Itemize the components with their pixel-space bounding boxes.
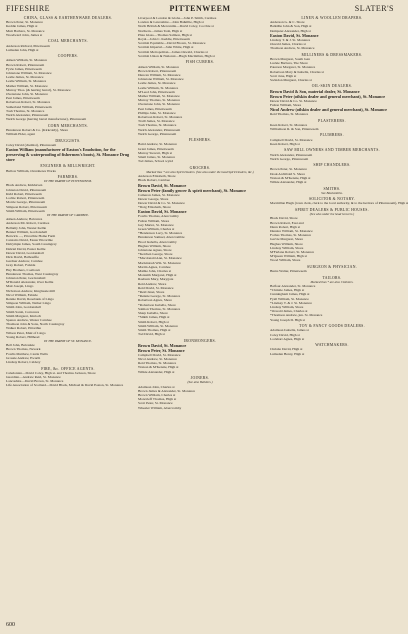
listing-entry: Smith Thomas, High st <box>138 327 171 332</box>
section-note: Marked thus * are also Clothiers. <box>310 279 354 284</box>
listing-entry: Murray Thomas, St. Monance <box>138 98 181 103</box>
listing-entry: Bell John, Balcaskie <box>6 343 35 348</box>
listing-entry: Mather William, St. Monance <box>138 93 180 98</box>
listing-entry: *Rennie George, St. Monance <box>138 294 181 299</box>
listing-entry: Fyvie James, Pittenweem <box>6 66 42 71</box>
listing-entry: Mather William, St. Monance <box>6 83 48 88</box>
listing-entry: M'Queen William, High st <box>270 254 307 259</box>
listing-entry: Simpson William, Nether Lingo <box>6 301 51 306</box>
featured-listing: Brown Peter (family grocer & spirit merchant), St. Monance <box>138 187 246 193</box>
featured-listing: Easton William (manufacturer of Easton's Emolution, for the preserving & waterproofing of fishermen's boots), St. Monance Drug store <box>6 147 130 163</box>
section-heading: SURGEON & PHYSICIAN. <box>307 264 357 269</box>
listing-entry: Nicol William, Falside <box>6 292 38 297</box>
listing-entry: Black David, Shore <box>270 216 298 221</box>
listing-entry: Smith Margaret, Kinloch <box>6 313 42 318</box>
publisher-heading: SLATER'S <box>354 4 394 13</box>
listing-entry: Scottish Imperial—John White, High st <box>138 45 194 50</box>
listing-entry: Aitken Andrew, Balcarres <box>6 217 43 222</box>
listing-entry: Keen Robert, St. Monance <box>270 122 308 127</box>
listing-entry: Oswald James, Charles st <box>270 42 306 47</box>
listing-entry: Kidd Robert, Pittenweem <box>6 191 42 196</box>
listing-entry: Grant James, Pittenweem <box>138 146 174 151</box>
listing-entry: William Elder, agent <box>6 132 35 137</box>
section-heading: GROCERS. <box>189 165 211 170</box>
listing-entry: Forbes Thomas, St. Monance <box>270 233 312 238</box>
listing-entry: Smith William, Pittenweem <box>6 208 45 213</box>
listing-entry: Dalziel David, Easter Kellie <box>6 246 46 251</box>
listing-entry: *Lindsay T. & J. St. Monance <box>270 300 312 305</box>
listing-entry: Duncan William, St. Monance <box>138 72 181 77</box>
listing-entry: Gray Robert, Falside <box>6 263 36 268</box>
listing-entry: Scottish Union & National—Hugh Macmillan, High st <box>138 53 215 58</box>
town-heading: PITTENWEEM <box>169 4 231 13</box>
listing-entry: Peat James, Pittenweem <box>138 106 172 111</box>
page-number: 600 <box>6 622 15 628</box>
listing-entry: Moncrieff Thomas, High st <box>138 397 177 402</box>
listing-entry: M'Farlane Robert, St. Monance <box>270 250 315 255</box>
listing-entry: Keen Robert, High st <box>270 141 300 146</box>
listing-entry: Johnston Peter, Gordonshall <box>6 275 46 280</box>
section-heading: LINEN & WOOLLEN DRAPERS. <box>301 16 363 20</box>
listing-entry: Robertson Agnes, Shore <box>138 298 172 303</box>
listing-entry: Leslie James, St. Monance <box>138 81 176 86</box>
section-heading: COOPERS. <box>57 54 79 59</box>
listing-entry: Leslie William, St. Monance <box>138 85 179 90</box>
listing-entry: Brown Robert, Pittenweem <box>138 68 177 73</box>
listing-entry: *Christie James, High st <box>270 288 305 293</box>
listing-entry: Martin Agnes, Carnbee <box>138 264 171 269</box>
listing-entry: Coley David, High st <box>270 332 300 337</box>
listing-entry: Brown Thomas, Newark <box>6 347 41 352</box>
listing-entry: Lochie Robert, Pittenweem <box>6 196 45 201</box>
listing-entry: Dunn Robert, High st <box>270 224 301 229</box>
listing-entry: Keddie James, High st <box>6 24 38 29</box>
section-heading: WATCHMAKERS. <box>315 343 349 348</box>
listing-entry: Henderson Robert & Co. (Kirkcaldy), Shore <box>6 127 69 132</box>
listing-entry: Brown Peter, St. Monance <box>6 20 43 25</box>
listing-entry: Welch George, Pittenweem <box>270 156 309 161</box>
listing-entry: Balkillie John & Son, High st <box>270 24 312 29</box>
listing-entry: Reid Thomas, St. Monance <box>138 361 177 366</box>
listing-entry: Rennie David, Rosebank of Lingo <box>6 296 54 301</box>
listing-entry: Brown Margaret, South loan <box>270 56 310 61</box>
listing-entry: Johnston David, Pittenweem <box>6 187 47 192</box>
listing-entry: Lindsay T. & J. St. Monance <box>270 37 311 42</box>
listing-entry: Morrie George, Pittenweem <box>6 200 46 205</box>
listing-entry: Smith John, Gordonshall <box>6 305 41 310</box>
listing-entry: Leslie William, St. Monance <box>6 79 47 84</box>
listing-entry: Lindsay William, Shore <box>270 305 304 310</box>
section-heading: SAW MILL OWNERS AND TIMBER MERCHANTS. <box>284 148 380 153</box>
listing-entry: Sutherland William, Pittenweem <box>6 104 52 109</box>
section-heading: MILLINERS & DRESSMAKERS. <box>301 52 363 57</box>
listing-entry: Dunsire William, St. Monance <box>270 229 313 233</box>
listing-entry: Nicol Andrew, St. Monance <box>138 357 177 362</box>
listing-entry: Hood Isabella, Abercromby <box>138 239 177 244</box>
directory-column-1 <box>6 16 130 616</box>
listing-entry: Scott Jane, High st <box>270 73 297 78</box>
listing-entry: Wheeler William, Abercromby <box>138 405 182 410</box>
listing-entry: Ovenstone John, St. Monance <box>6 92 48 97</box>
listing-entry: Doak Archibald S. Shore <box>270 171 305 176</box>
listing-entry: *Oswald James, Charles st <box>270 309 308 314</box>
listing-entry: M'Donald Alexander, Over Kellie <box>6 280 54 285</box>
listing-entry: Welch George (herring barrel manufacturer), Pittenweem <box>6 117 87 122</box>
section-note: IN THE PARISH OF CARNBEE. <box>47 212 89 217</box>
listing-entry: Thomson Andrew, St. Monance <box>270 46 315 51</box>
listing-entry: Smail James, St. Monance <box>138 155 176 160</box>
section-note: (See also Builders.) <box>187 380 213 385</box>
section-note: Marked thus * are also Spirit Dealers. (See also under the head Spirit Dealers, &c.) <box>146 170 254 174</box>
listing-entry: Welch George, Pittenweem <box>138 131 177 136</box>
listing-entry: Campbell David, St. Monance <box>270 137 313 142</box>
listing-entry: M'Leod John, Pittenweem <box>138 89 175 94</box>
county-heading: FIFESHIRE <box>6 4 51 13</box>
featured-listing: Brown Peter (oilskin dealer and general merchant), St. Monance <box>270 93 386 99</box>
listing-entry: *Thomson Andrew, jun. St. Monance <box>270 313 323 318</box>
listing-entry: Tosh Thomas, St. Monance <box>138 123 177 128</box>
listing-entry: Smith Robert, High st <box>138 319 169 324</box>
listing-entry: Nicholson Andrew, Kinglassie mill <box>6 288 56 293</box>
listing-entry: Murray Thos. (& herring barrel), St. Monance <box>6 87 71 92</box>
listing-entry: Tod James, School wynd <box>138 159 173 164</box>
listing-entry: Brown Peter, St. Monance <box>270 167 307 172</box>
listing-entry: Leslie James, St. Monance <box>6 75 44 80</box>
section-note: See Blacksmiths. <box>321 190 343 195</box>
section-note: (See also under the head Grocers.) <box>309 212 355 217</box>
listing-entry: Northern—James Tosh, High st <box>138 28 183 33</box>
listing-entry: Wilkie Alexander, High st <box>270 180 307 185</box>
featured-listing: Easton David, St. Monance <box>270 32 319 38</box>
listing-entry: Woodward John, James st <box>6 32 43 37</box>
listing-entry: Dewar David & Co. St. Monance <box>138 201 185 206</box>
listing-entry: Dalrymple James, South Cassingray <box>6 242 57 247</box>
listing-entry: Caledonian—David Coley, High st. and Thomas Jackson, Shore <box>6 370 96 375</box>
listing-entry: Liverpool & London & Globe—John P. Smith, Carnbee <box>138 16 217 20</box>
listing-entry: Sharp Isabella, Shore <box>138 311 168 316</box>
listing-entry: Scottish Metropolitan—James Oswald, Charles st <box>138 49 208 54</box>
listing-entry: Thomson John & Sons, North Cassingray <box>6 322 65 327</box>
listing-entry: Wilkie Alexander, High st <box>138 369 175 374</box>
featured-listing: Easton David, St. Monance <box>138 209 187 215</box>
listing-entry: Smith Sarah, Cornceres <box>6 309 40 314</box>
listing-entry: Dewar George, Shore <box>138 196 169 201</box>
listing-entry: Baird Andrew, St. Monance <box>138 142 177 147</box>
listing-entry: Brown William, Charles st <box>138 392 176 397</box>
listing-entry: Royal—John C. Keddie, Pittenweem <box>138 37 190 42</box>
listing-entry: Lumsden Henry, High st <box>270 351 305 356</box>
listing-entry: Murray Stewart, High st <box>138 150 173 155</box>
listing-entry: Fulton William, Shore <box>138 218 170 223</box>
listing-entry: Lancashire—David Brown, St. Monance <box>6 379 64 384</box>
section-heading: SOLICITOR & NOTARY. <box>308 197 356 202</box>
section-heading: PLUMBERS. <box>320 133 344 138</box>
featured-listing: Brown David, St. Monance <box>138 182 187 188</box>
listing-entry: Burns Walter, Pittenweem <box>270 269 307 274</box>
listing-entry: Bennet William, Gordonshall <box>6 229 48 234</box>
listing-entry: Berwick —, Pitcorthie Home Farm <box>6 233 56 238</box>
listing-entry: Anderson G. & C. Shore <box>270 20 305 25</box>
listing-entry: Balfour Alexander, St. Monance <box>270 284 316 289</box>
listing-entry: Young Robert, Hillhead <box>6 334 40 339</box>
listing-entry: Black Andrew, Kirkhaven <box>6 183 43 188</box>
listing-entry: Swindon Margaret, Charles st <box>270 77 312 82</box>
listing-entry: Grossie Andrew, Ewarth <box>6 355 41 360</box>
listing-entry: Brown Robert, Pittenweem <box>6 62 45 67</box>
listing-entry: Cameron James, St. Monance <box>138 192 180 197</box>
listing-entry: Monteith Margaret, High st <box>138 273 177 278</box>
listing-entry: Salmon Thomas, St. Monance <box>138 306 181 311</box>
section-heading: IRONMONGERS. <box>183 338 217 343</box>
listing-entry: Cunningham James, High st <box>270 292 310 297</box>
page-header <box>6 4 394 16</box>
listing-entry: Reid Andrew, Shore <box>138 281 167 286</box>
section-heading: FLESHERS. <box>188 138 212 143</box>
listing-entry: Brown Robert, East end <box>270 220 304 225</box>
listing-entry: Robertson Mary & Isabella, Charles st <box>270 69 324 74</box>
listing-entry: Tod David, High st <box>138 332 165 337</box>
listing-entry: Lockhart Agnes, High st <box>270 336 305 341</box>
listing-entry: Dewar David, Gordonshall <box>6 250 44 255</box>
section-heading: CHINA, GLASS & EARTHENWARE DEALERS. <box>23 16 113 20</box>
listing-entry: Lumsden John, High st <box>6 47 39 52</box>
listing-entry: Tosh Thomas, St. Monance <box>6 108 45 113</box>
featured-listing: Nicol Andrew (oilskin dealer and general merchant), St. Monance <box>270 107 388 113</box>
listing-entry: Watson & M'Kenzie, High st <box>270 175 311 180</box>
listing-entry: Johnstone William, St. Monance <box>138 77 184 82</box>
listing-entry: Walker Robert, Pittarthie <box>6 326 41 331</box>
listing-entry: Gay Mariot, St. Monance <box>138 222 174 227</box>
section-heading: OIL-SKIN DEALERS. <box>311 84 353 89</box>
listing-entry: Phillips John, St. Monance <box>138 110 176 115</box>
listing-entry: Adamson John, Charles st <box>138 384 175 389</box>
section-heading: PLASTERERS. <box>318 118 346 123</box>
featured-listing: Brown David, St. Monance <box>138 342 187 348</box>
listing-entry: Peat James, Pittenweem <box>6 96 40 101</box>
listing-entry: Hay Brothers, Coaltown <box>6 267 41 272</box>
listing-entry: *Robertson Isabella, Shore <box>138 302 176 307</box>
listing-entry: Fulton William, Shore <box>270 102 302 107</box>
listing-entry: Henderson Samuel, Abercrombie <box>138 235 185 240</box>
listing-entry: Williamson R. & Son, Pittenweem <box>270 126 319 131</box>
section-heading: CORN MERCHANTS. <box>47 123 89 128</box>
listing-entry: Macmillan Hugh (town clerk, clerk to the local authority, & to the heritors of Pittenweem), High st <box>270 201 408 206</box>
listing-entry: Wood William, Shore <box>270 258 301 263</box>
listing-entry: Christie David, High st <box>270 347 303 352</box>
listing-entry: Young Joseph D. High st <box>270 317 305 322</box>
listing-entry: Mair Joseph, Lingo <box>6 284 34 289</box>
listing-entry: North British & Mercantile—David Coley, Cocchie st <box>138 24 214 29</box>
listing-entry: Watson & M'Kenzie, High st <box>138 365 179 370</box>
listing-entry: Carstairs David, Easter Pitcorthie <box>6 238 53 243</box>
section-heading: SMITHS. <box>323 186 341 191</box>
listing-entry: *Smith James, High st <box>138 315 170 320</box>
listing-entry: Scott Peter, St. Monance <box>138 401 173 406</box>
listing-entry: Anderson Elizabeth, Shore <box>138 174 176 179</box>
listing-entry: Guardian—Andrew Reid, St. Monance <box>6 374 61 379</box>
listing-entry: Aitken William, St. Monance <box>138 64 180 69</box>
section-heading: TOY & FANCY GOODS DEALERS. <box>299 324 365 329</box>
listing-entry: Aitken William, St. Monance <box>6 58 48 63</box>
listing-entry: Lindsay William, Shore <box>270 245 304 250</box>
listing-entry: Welch Alexander, Pittenweem <box>138 127 181 132</box>
listing-entry: Dempster Alexander, High st <box>270 28 311 33</box>
listing-entry: Paterson Margaret, St. Monance <box>270 65 316 70</box>
section-heading: ENGINEER & MILLWRIGHT. <box>40 164 96 169</box>
listing-entry: Johnstone Agnes, Shore <box>138 248 172 253</box>
directory-column-2 <box>138 16 262 616</box>
listing-entry: Henderson Thomas, West Cassingray <box>6 271 59 276</box>
listing-entry: Plate Glass—Thomas Salmon, High st <box>138 32 192 37</box>
section-heading: SPIRIT DEALERS & PUBLIC HOUSES. <box>295 207 369 212</box>
listing-entry: Welch Alexander, Pittenweem <box>270 152 313 157</box>
listing-entry: Bullow William, Oversheres Works <box>6 168 56 173</box>
listing-entry: *Reid Janet, Shore <box>138 290 165 295</box>
listing-entry: Campbell David, St. Monance <box>138 352 181 357</box>
listing-entry: Mathie John, Charles st <box>138 269 172 274</box>
listing-entry: Black Robert, Carnbee <box>138 178 170 183</box>
section-heading: JOINERS. <box>190 376 210 381</box>
listing-entry: Fowlis Thomas, Abercromby <box>138 214 179 219</box>
listing-entry: Welch Alexander, Pittenweem <box>6 113 49 118</box>
listing-entry: Robertson Robert, St. Monance <box>138 114 183 119</box>
listing-entry: *Ketchen George, Shore <box>138 252 173 257</box>
section-heading: FIRE, &c. OFFICE AGENTS. <box>41 366 95 371</box>
listing-entry: Hughes William, Shore <box>138 243 171 248</box>
section-heading: FARMERS. <box>57 175 79 180</box>
section-heading: TAILORS. <box>322 275 342 280</box>
section-note: IN THE PARISH OF ST. MONANCE. <box>44 339 92 343</box>
featured-listing: Brown David & Son, material dealer, St. Monance <box>270 88 360 94</box>
listing-entry: Robertson Robert, St. Monance <box>6 100 51 105</box>
listing-entry: Scottish Equitable—David Brown, St. Monance <box>138 41 206 46</box>
listing-entry: Reid David, St. Monance <box>138 285 174 290</box>
section-heading: SHIP CHANDLERS. <box>313 163 351 168</box>
listing-entry: Johnstone William, St. Monance <box>6 71 52 76</box>
listing-entry: Fyall William, St. Monance <box>270 296 309 301</box>
listing-entry: Raeburn Mary, Marygate <box>138 277 174 282</box>
listing-entry: Fowlis Matthew, Castle Wells <box>6 351 48 356</box>
listing-entry: Traill James, St. Monance <box>138 119 175 124</box>
listing-entry: Dewar David & Co. St. Monance <box>270 98 317 103</box>
listing-entry: Adamson Isabella, James st <box>270 328 309 333</box>
section-note: IN THE PARISH OF PITTENWEEM. <box>44 179 92 184</box>
section-heading: DRUGGISTS. <box>55 138 81 143</box>
listing-entry: Luckie Barbara, The Shore <box>270 61 308 66</box>
listing-entry: Mackintosh Wm. St. Monance <box>138 260 181 265</box>
listing-entry: Brown James & Alexander, St. Monance <box>138 388 196 393</box>
listing-entry: Ovenstone John, St. Monance <box>138 102 180 107</box>
featured-listing: Brown Peter, St. Monance <box>138 347 185 353</box>
listing-entry: Gardner Andrew, Carnbee <box>6 259 43 264</box>
directory-column-3 <box>270 16 408 616</box>
listing-entry: Simpson Robert, Pittenweem <box>6 204 47 209</box>
listing-entry: Hughes William, Shore <box>270 241 303 246</box>
listing-entry: Wilson Peter, Muir of Lingo <box>6 330 46 335</box>
listing-entry: Life Association of Scotland—David Black, Michael & David Easton, St. Monance <box>6 383 124 388</box>
listing-entry: Anderson Mr. Robert, Carnbee <box>6 221 50 226</box>
listing-entry: Bellamy John, Wester Kellie <box>6 225 47 230</box>
section-heading: COAL MERCHANTS. <box>47 39 88 44</box>
section-heading: FISH CURERS. <box>185 60 215 65</box>
listing-entry: *Henderson Lucy, St. Monance <box>138 231 183 236</box>
listing-entry: Dick David, Balhouffie <box>6 254 39 259</box>
listing-entry: Coley David (chemist), Pittenweem <box>6 142 57 147</box>
listing-entry: Anderson Richard, Pittenweem <box>6 43 50 48</box>
listing-entry: Reid Thomas, St. Monance <box>270 112 309 117</box>
listing-entry: Spence Andrew, Wester Carnbee <box>6 317 52 322</box>
listing-entry: Smith William, St. Monance <box>138 323 178 328</box>
listing-entry: *Macdonald Ann, St. Monance <box>138 256 182 261</box>
listing-entry: Lindsay Robert, Caldery <box>6 360 41 365</box>
listing-entry: London & Lancashire—John Balkillie, High st <box>138 20 204 25</box>
listing-entry: *Doig Elizabeth, Shore <box>138 205 171 210</box>
listing-entry: Green William, Charles st <box>138 227 175 232</box>
listing-entry: Garvie Margaret, Shore <box>270 237 304 242</box>
listing-entry: Muir Barbara, St. Monance <box>6 28 45 33</box>
